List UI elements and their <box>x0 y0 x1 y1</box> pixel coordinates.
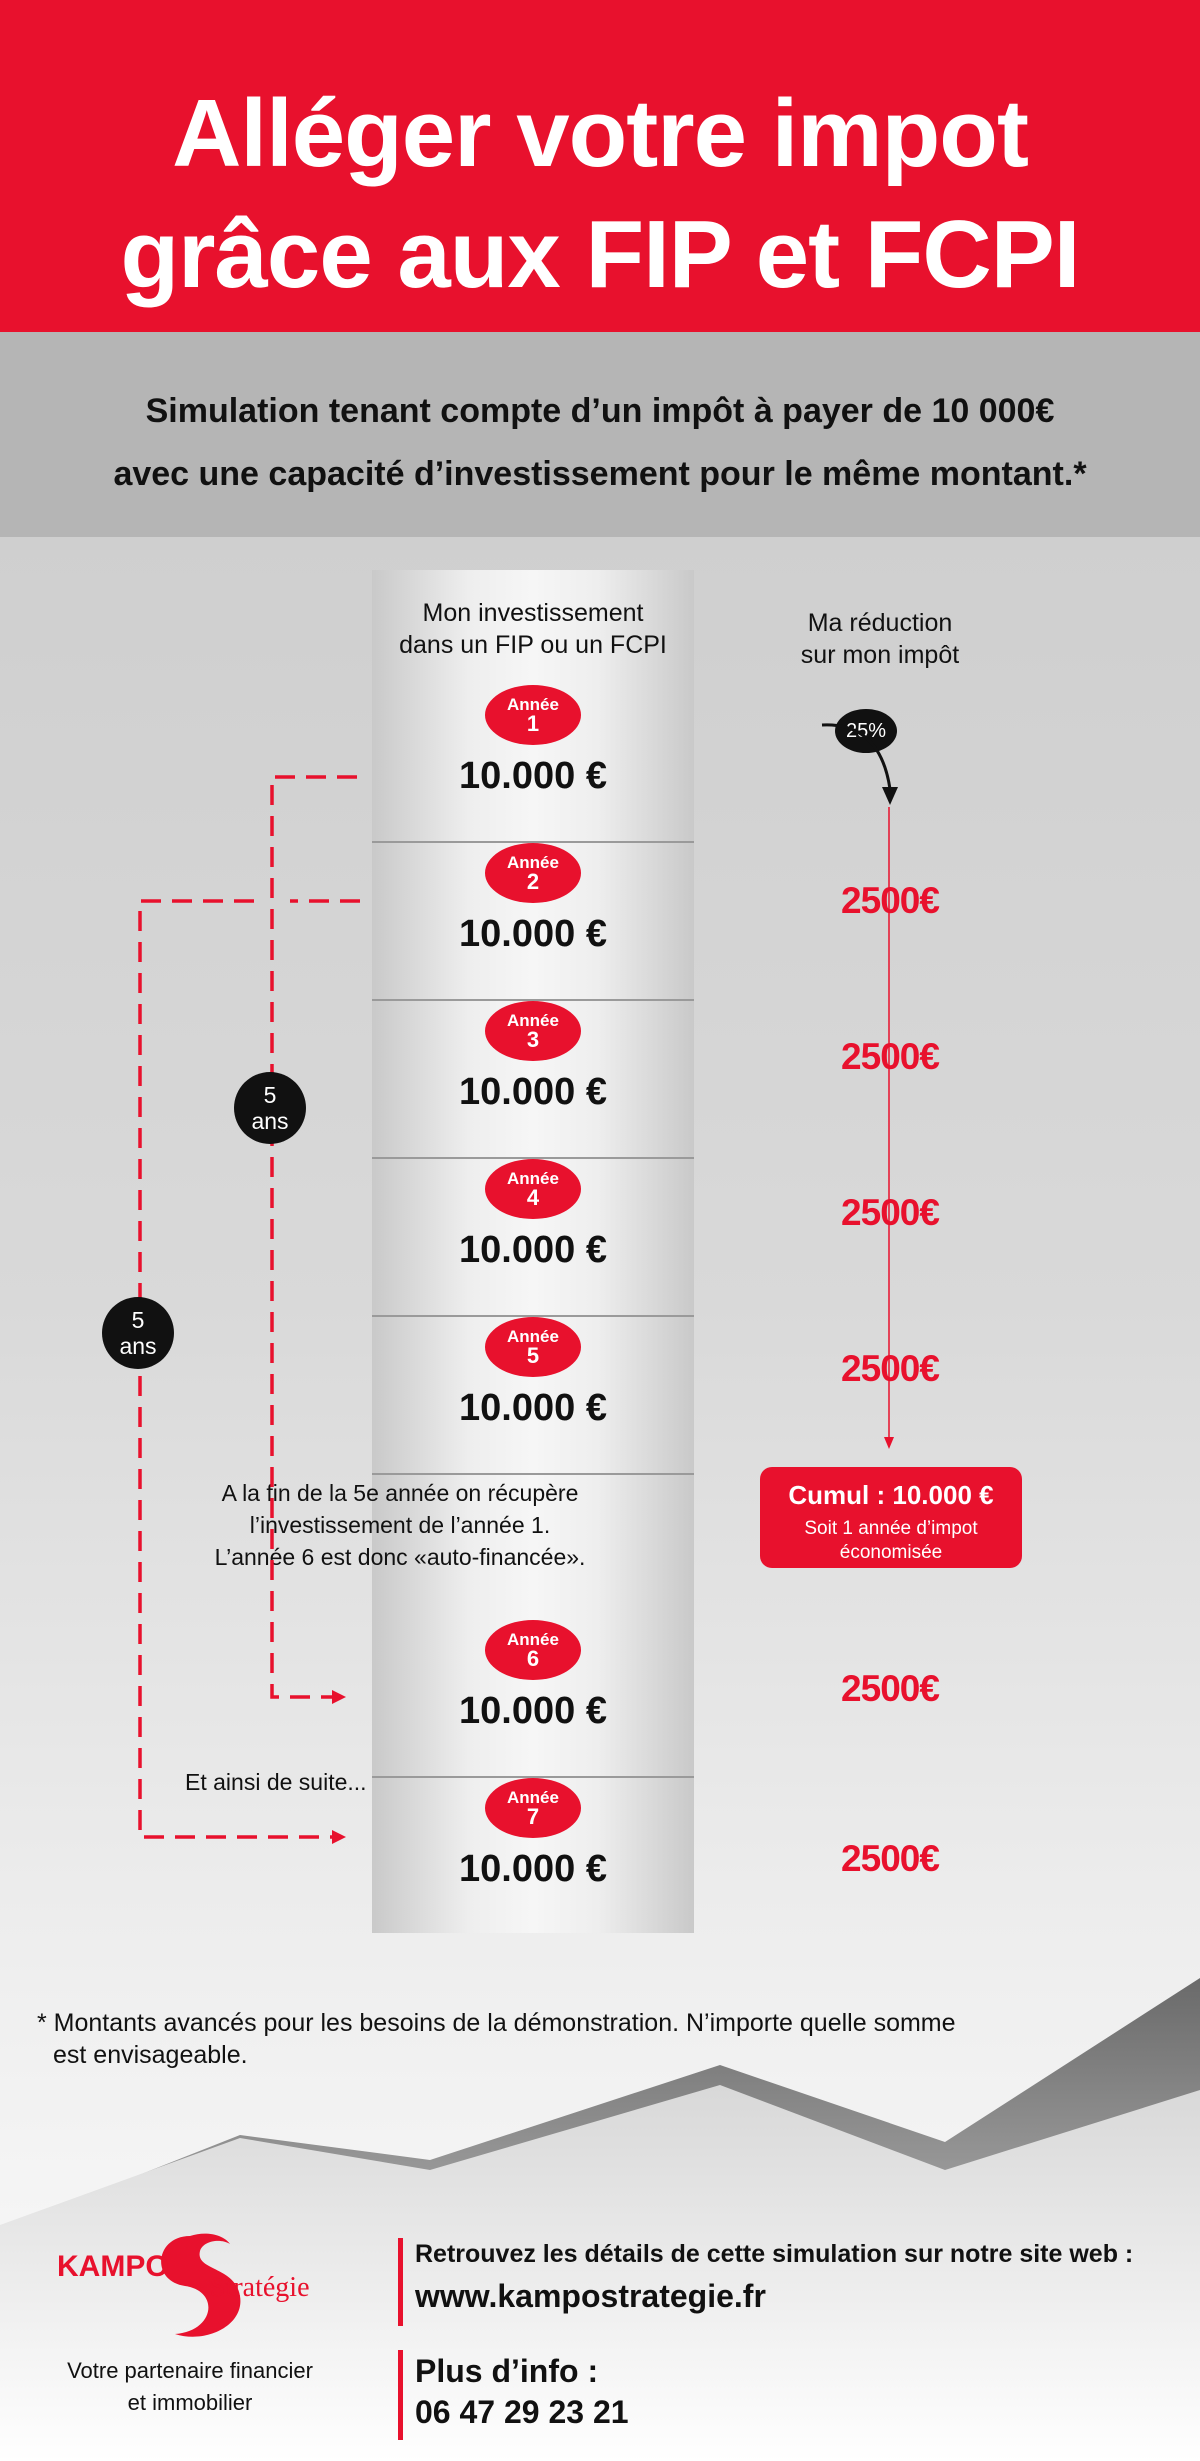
suite-note: Et ainsi de suite... <box>185 1769 367 1795</box>
year-amount: 10.000 € <box>459 1848 607 1890</box>
year-badge-label: Année <box>507 1327 559 1346</box>
logo-word-kampo: KAMPO <box>57 2250 169 2283</box>
reduction-value: 2500€ <box>841 1036 939 1077</box>
reduction-value: 2500€ <box>841 1838 939 1879</box>
reduction-heading-line1: Ma réduction <box>807 609 953 637</box>
reduction-value: 2500€ <box>841 880 939 921</box>
investment-heading-line1: Mon investissement <box>422 599 644 627</box>
reduction-value: 2500€ <box>841 1192 939 1233</box>
phone-number[interactable]: 06 47 29 23 21 <box>415 2394 629 2430</box>
page-title-line1: Alléger votre impot <box>172 80 1028 187</box>
cumul-line1: Soit 1 année d’impot <box>804 1518 978 1539</box>
year-badge-label: Année <box>507 1169 559 1188</box>
footnote-line2: est envisageable. <box>53 2041 248 2069</box>
reduction-value: 2500€ <box>841 1348 939 1389</box>
note-line1: A la fin de la 5e année on récupère <box>221 1480 579 1506</box>
year-amount: 10.000 € <box>459 1387 607 1429</box>
duration-unit: ans <box>119 1333 157 1359</box>
reduction-value: 2500€ <box>841 1668 939 1709</box>
website-link[interactable]: www.kampostrategie.fr <box>415 2278 766 2314</box>
year-amount: 10.000 € <box>459 1229 607 1271</box>
year-badge-number: 5 <box>526 1343 540 1368</box>
kampo-logo <box>55 2226 355 2346</box>
year-badge-label: Année <box>507 695 559 714</box>
year-amount: 10.000 € <box>459 1071 607 1113</box>
year-amount: 10.000 € <box>459 1690 607 1732</box>
duration-number: 5 <box>263 1082 277 1108</box>
accent-bar <box>398 2350 403 2440</box>
investment-heading-line2: dans un FIP ou un FCPI <box>399 631 667 659</box>
subtitle-line1: Simulation tenant compte d’un impôt à payer de 10 000€ <box>145 392 1055 430</box>
year-amount: 10.000 € <box>459 755 607 797</box>
rate-badge: 25% <box>835 709 897 753</box>
year-badge-label: Année <box>507 1630 559 1649</box>
year-badge-label: Année <box>507 853 559 872</box>
tagline <box>40 2355 340 2419</box>
tagline-line2: et immobilier <box>127 2390 253 2415</box>
year-badge-number: 7 <box>526 1804 540 1829</box>
duration-unit: ans <box>251 1108 289 1134</box>
year-badge-label: Année <box>507 1011 559 1030</box>
year-badge-number: 6 <box>526 1646 540 1671</box>
cumul-title: Cumul : 10.000 € <box>788 1480 994 1510</box>
duration-number: 5 <box>131 1307 145 1333</box>
info-label: Plus d’info : <box>415 2353 599 2389</box>
logo-word-strategie: Stratégie <box>210 2272 310 2303</box>
year-badge-number: 1 <box>526 711 540 736</box>
cumul-line2: économisée <box>839 1542 943 1563</box>
tagline-line1: Votre partenaire financier <box>67 2358 313 2383</box>
year-badge-label: Année <box>507 1788 559 1807</box>
website-label: Retrouvez les détails de cette simulation sur notre site web : <box>415 2240 1134 2268</box>
year-amount: 10.000 € <box>459 913 607 955</box>
year-badge-number: 3 <box>526 1027 540 1052</box>
accent-bar <box>398 2238 403 2326</box>
year-badge-number: 4 <box>526 1185 540 1210</box>
note-line3: L’année 6 est donc «auto-financée». <box>214 1544 586 1570</box>
subtitle-line2: avec une capacité d’investissement pour le même montant.* <box>113 455 1087 493</box>
year-badge-number: 2 <box>526 869 540 894</box>
reduction-heading-line2: sur mon impôt <box>800 641 960 669</box>
note-line2: l’investissement de l’année 1. <box>249 1512 551 1538</box>
footnote-line1: * Montants avancés pour les besoins de la démonstration. N’importe quelle somme <box>37 2009 956 2037</box>
page-title-line2: grâce aux FIP et FCPI <box>120 201 1080 308</box>
